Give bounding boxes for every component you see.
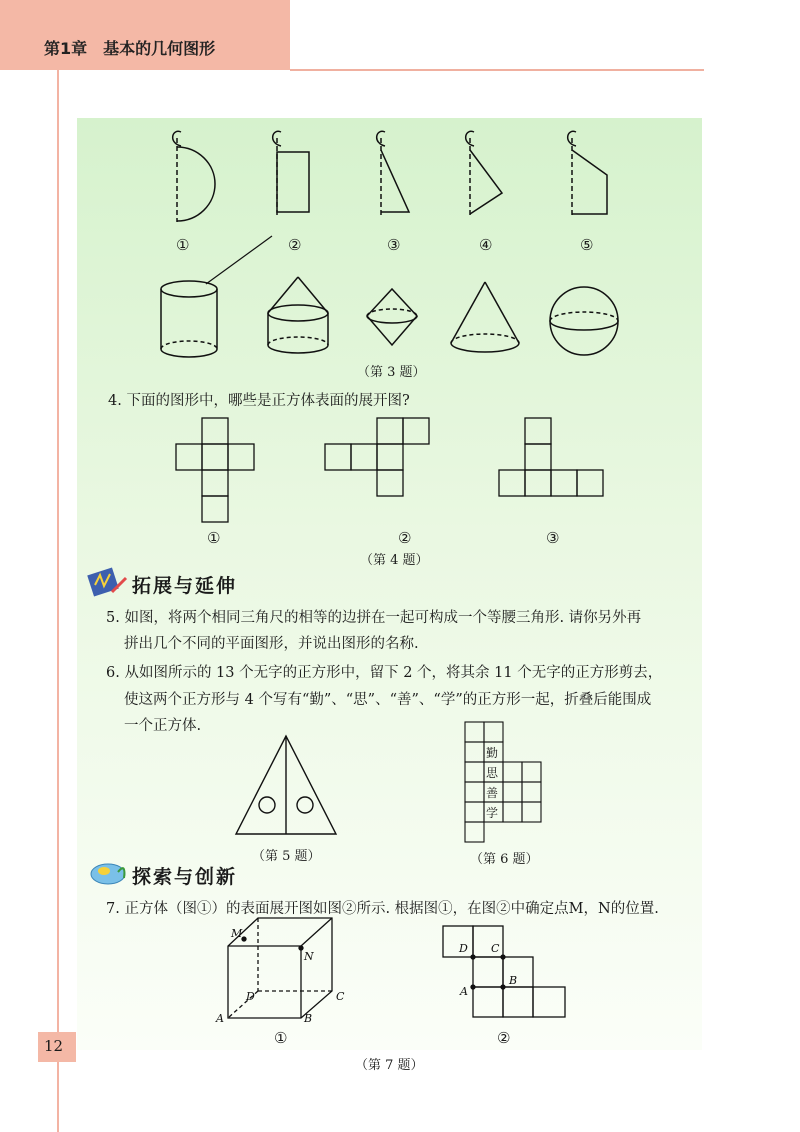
q3-label-1: ①: [176, 236, 190, 254]
q3-shape-5: [568, 131, 607, 217]
q5-caption: （第 5 题）: [252, 849, 321, 864]
q3-solid-sphere: [550, 287, 618, 355]
net-point-c: C: [491, 942, 500, 955]
explore-section-icon: [91, 864, 125, 884]
q3-caption: （第 3 题）: [357, 365, 426, 380]
net-point-d: D: [459, 942, 468, 955]
q7-cube-labels: [215, 927, 345, 1025]
cube-point-n: N: [304, 950, 314, 963]
cube-point-m: M: [231, 927, 243, 940]
q4-question: 4. 下面的图形中，哪些是正方体表面的展开图?: [108, 393, 410, 409]
q3-solid-cone: [451, 282, 519, 352]
q3-shape-3: [377, 131, 409, 217]
cube-point-d: D: [246, 990, 255, 1003]
q3-label-2: ②: [288, 236, 302, 254]
q4-label-2: ②: [398, 529, 412, 547]
q4-caption: （第 4 题）: [360, 553, 429, 568]
q4-net-3: [499, 418, 603, 496]
q4-label-1: ①: [207, 529, 221, 547]
net-point-b: B: [509, 974, 518, 987]
q7-label-2: ②: [497, 1029, 511, 1047]
q7-label-1: ①: [274, 1029, 288, 1047]
q3-solid-cylinder: [161, 281, 217, 357]
q3-solid-cone-cylinder: [268, 277, 328, 353]
q3-label-5: ⑤: [580, 236, 594, 254]
q7-net-labels: [458, 942, 517, 998]
q4-label-3: ③: [546, 529, 560, 547]
q7-caption: （第 7 题）: [355, 1058, 424, 1073]
q7-net: [443, 926, 565, 1017]
q6-cell-si: 思: [486, 766, 499, 780]
q3-label-3: ③: [387, 236, 401, 254]
q6-figure: [465, 722, 541, 842]
q6-line-1: 6. 从如图所示的 13 个无字的正方形中，留下 2 个，将其余 11 个无字的正方形剪去，: [106, 665, 663, 681]
page-number: 12: [44, 1037, 64, 1055]
q7-cube: [228, 918, 332, 1018]
extend-section-icon: [87, 568, 126, 597]
q5-line-1: 5. 如图，将两个相同三角尺的相等的边拼在一起可构成一个等腰三角形. 请你另外再: [106, 610, 642, 626]
explore-section-title: 探索与创新: [132, 866, 238, 888]
q4-net-2: [325, 418, 429, 496]
q3-shape-4: [466, 131, 502, 217]
q6-cell-qin: 勤: [486, 746, 499, 760]
q6-caption: （第 6 题）: [470, 852, 539, 867]
cube-point-c: C: [336, 990, 345, 1003]
q6-cell-shan: 善: [486, 786, 499, 800]
chapter-title: 第1章 基本的几何图形: [44, 39, 216, 58]
q3-label-4: ④: [479, 236, 493, 254]
q4-net-1: [176, 418, 254, 522]
q7-question: 7. 正方体（图①）的表面展开图如图②所示. 根据图①，在图②中确定点M，N的位置.: [106, 901, 659, 917]
q6-cell-xue: 学: [486, 806, 499, 820]
q3-solid-double-cone: [367, 289, 417, 345]
q6-line-2: 使这两个正方形与 4 个写有“勤”、“思”、“善”、“学”的正方形一起，折叠后能围成: [124, 692, 652, 708]
cube-point-a: A: [216, 1012, 224, 1025]
q3-shape-2: [273, 131, 309, 217]
cube-point-b: B: [304, 1012, 313, 1025]
q3-shape-1: [173, 131, 215, 222]
extend-section-title: 拓展与延伸: [132, 575, 238, 597]
q5-figure: [236, 736, 336, 834]
q5-line-2: 拼出几个不同的平面图形，并说出图形的名称.: [124, 636, 419, 652]
q6-line-3: 一个正方体.: [124, 718, 202, 734]
net-point-a: A: [460, 985, 468, 998]
